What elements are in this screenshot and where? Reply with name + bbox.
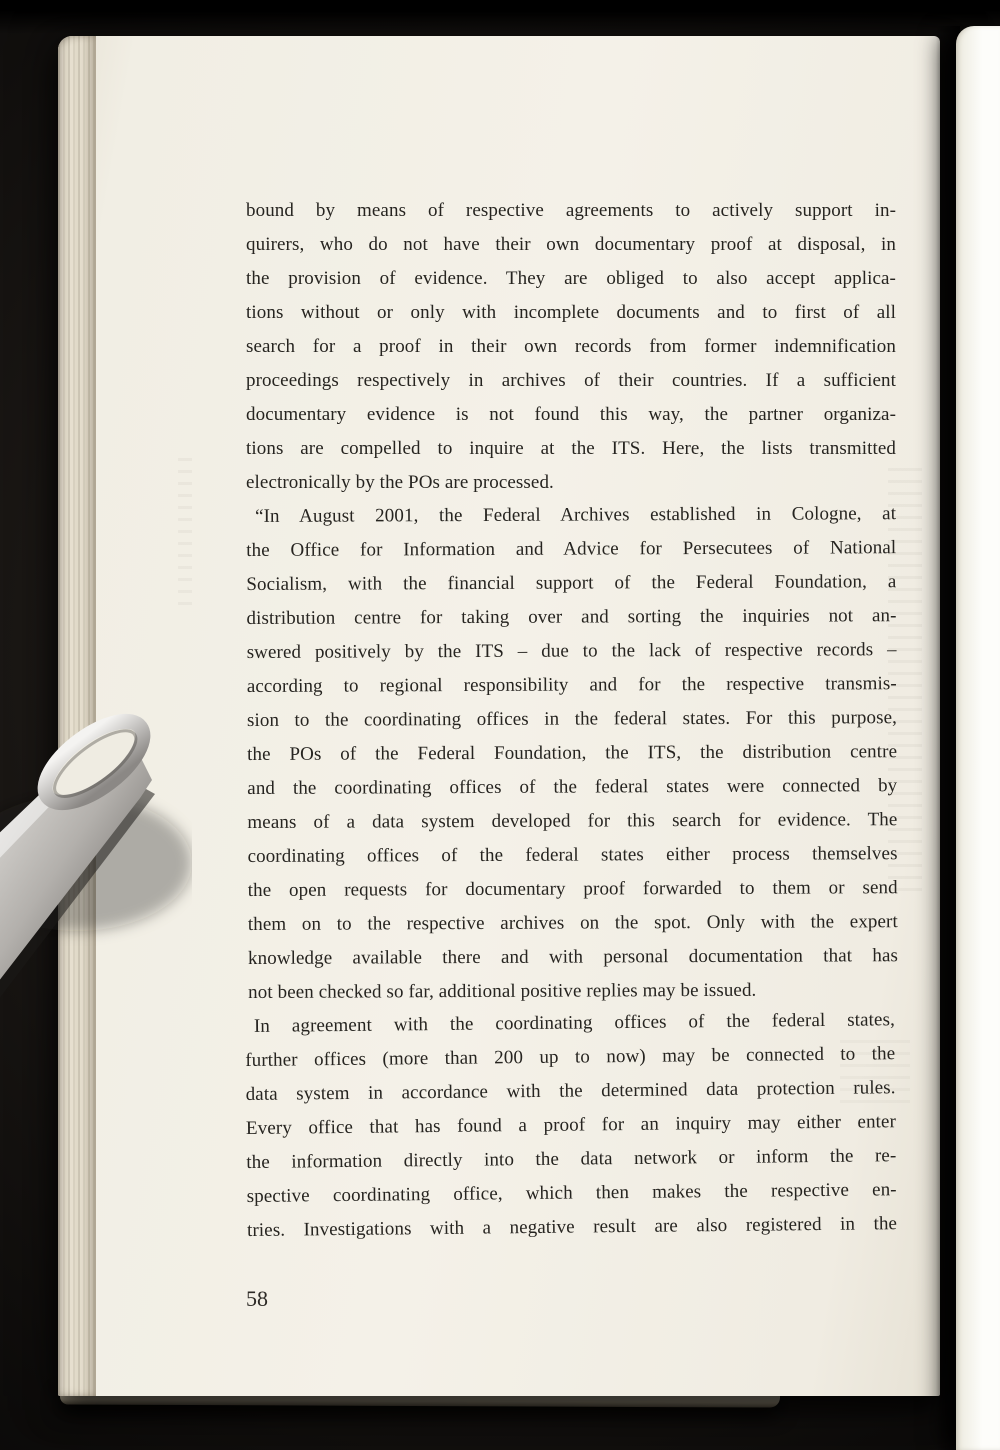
facing-page-edge [956, 26, 1000, 1450]
text-line: swered positively by the ITS – due to the lack of respective records – [246, 639, 897, 663]
text-line: the Office for Information and Advice for Persecutees of National [246, 537, 897, 561]
text-line: tries. Investigations with a negative result are also registered in the [246, 1213, 898, 1241]
text-line: distribution centre for taking over and sorting the inquiries not an- [246, 605, 897, 629]
text-line: search for a proof in their own records from former indemnification [246, 336, 896, 357]
text-line: Every office that has found a proof for an inquiry may either enter [245, 1111, 897, 1139]
text-line: In agreement with the coordinating offices of the federal states, [253, 1009, 896, 1037]
text-line: spective coordinating office, which then makes the respective en- [246, 1179, 897, 1207]
text-line: proceedings respectively in archives of their countries. If a sufficient [246, 370, 896, 391]
paragraph [246, 497, 898, 1010]
text-line: Socialism, with the financial support of the Federal Foundation, a [246, 571, 897, 595]
text-line: the information directly into the data network or inform the re- [246, 1145, 897, 1173]
text-line: tions are compelled to inquire at the ITS. Here, the lists transmitted [246, 438, 896, 459]
text-line: the POs of the Federal Foundation, the ITS, the distribution centre [247, 741, 898, 765]
page-text [245, 194, 899, 1248]
metal-page-clip [0, 688, 192, 1028]
text-line: them on to the respective archives on the spot. Only with the expert [247, 911, 898, 935]
text-line: “In August 2001, the Federal Archives established in Cologne, at [255, 503, 897, 527]
text-line: means of a data system developed for this search for evidence. The [247, 809, 898, 833]
text-line: not been checked so far, additional positive replies may be issued. [248, 979, 757, 1003]
text-line: bound by means of respective agreements to actively support in- [246, 200, 896, 221]
text-line: data system in accordance with the determined data protection rules. [245, 1077, 896, 1106]
text-line: further offices (more than 200 up to now) may be connected to the [245, 1043, 896, 1072]
paragraph [245, 1003, 897, 1248]
text-line: the open requests for documentary proof forwarded to them or send [247, 877, 898, 901]
text-line: documentary evidence is not found this way, the partner organiza- [246, 404, 896, 425]
text-line: coordinating offices of the federal states either process themselves [247, 843, 898, 867]
photo-top-shadow [0, 0, 1000, 34]
text-line: according to regional responsibility and for the respective transmis- [246, 673, 897, 697]
text-line: knowledge available there and with personal documentation that has [247, 945, 899, 969]
paragraph [246, 194, 896, 500]
text-line: sion to the coordinating offices in the federal states. For this purpose, [246, 707, 898, 731]
text-line: electronically by the POs are processed. [246, 472, 554, 493]
page-number: 58 [246, 1286, 268, 1311]
text-line: tions without or only with incomplete documents and to first of all [246, 302, 896, 323]
text-line: and the coordinating offices of the federal states were connected by [247, 775, 898, 799]
text-line: quirers, who do not have their own documentary proof at disposal, in [246, 234, 896, 255]
text-line: the provision of evidence. They are obliged to also accept applica- [246, 268, 896, 289]
